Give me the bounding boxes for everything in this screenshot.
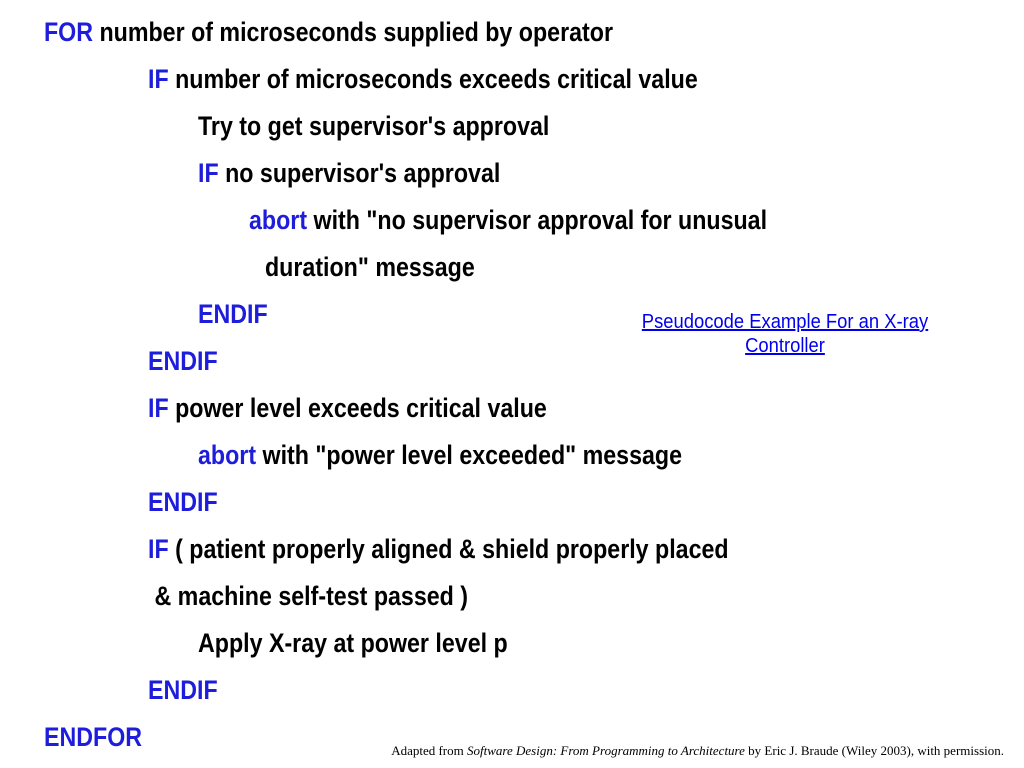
keyword: abort [198, 440, 257, 470]
pseudocode-line [148, 675, 218, 705]
line-text: & machine self-test passed ) [148, 581, 469, 611]
pseudocode-line [148, 393, 547, 423]
caption-line-2[interactable]: Controller [745, 335, 825, 357]
pseudocode-line [148, 534, 729, 564]
line-text: number of microseconds supplied by operator [93, 17, 613, 47]
pseudocode-line [198, 440, 682, 470]
pseudocode-line [198, 628, 508, 658]
pseudocode-line [148, 346, 218, 376]
keyword: IF [148, 534, 169, 564]
pseudocode-line [249, 205, 767, 235]
line-text: Try to get supervisor's approval [198, 111, 550, 141]
attribution-prefix: Adapted from [391, 743, 467, 758]
keyword: IF [148, 64, 169, 94]
keyword: IF [148, 393, 169, 423]
line-text: ( patient properly aligned & shield properly placed [168, 534, 729, 564]
pseudocode-line [44, 17, 613, 47]
pseudocode-line [148, 487, 218, 517]
endif-keyword: ENDIF [148, 346, 218, 376]
book-title: Software Design: From Programming to Architecture [467, 743, 745, 758]
keyword: abort [249, 205, 308, 235]
keyword: FOR [44, 17, 94, 47]
pseudocode-line [148, 64, 698, 94]
line-text: no supervisor's approval [218, 158, 501, 188]
endif-keyword: ENDIF [198, 299, 268, 329]
keyword: IF [198, 158, 219, 188]
caption-link[interactable] [626, 310, 944, 358]
caption-line-1[interactable]: Pseudocode Example For an X-ray [641, 311, 929, 333]
line-text: with "no supervisor approval for unusual [307, 205, 768, 235]
pseudocode-line [265, 252, 475, 282]
pseudocode-line [198, 111, 549, 141]
endif-keyword: ENDIF [148, 675, 218, 705]
pseudocode-line [44, 722, 142, 752]
line-text: power level exceeds critical value [168, 393, 547, 423]
line-text: duration" message [265, 252, 475, 282]
attribution-suffix: by Eric J. Braude (Wiley 2003), with permission. [744, 743, 1004, 758]
attribution-note [391, 743, 1004, 759]
endif-keyword: ENDIF [148, 487, 218, 517]
pseudocode-line [198, 299, 268, 329]
line-text: with "power level exceeded" message [256, 440, 683, 470]
pseudocode-line [148, 581, 468, 611]
line-text: number of microseconds exceeds critical value [168, 64, 698, 94]
line-text: Apply X-ray at power level p [198, 628, 508, 658]
endfor-keyword: ENDFOR [44, 722, 143, 752]
pseudocode-line [198, 158, 500, 188]
